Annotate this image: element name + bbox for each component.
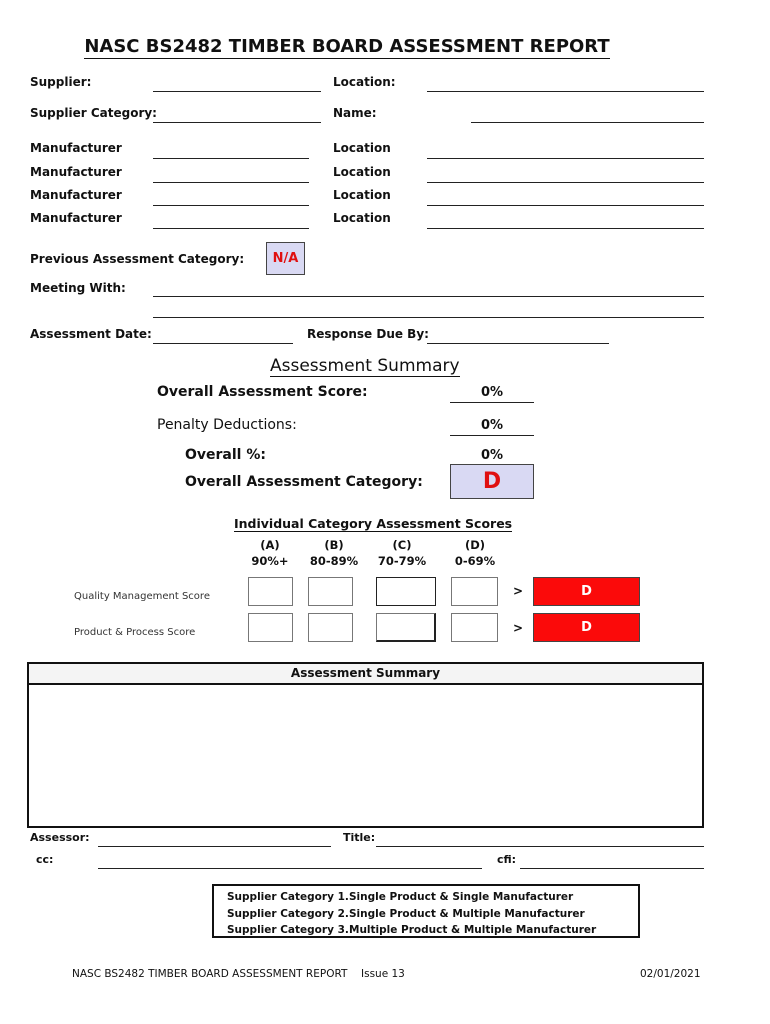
penalty-label: Penalty Deductions: — [157, 417, 297, 433]
penalty-underline — [450, 435, 534, 436]
legend-row: Supplier Category 3. Multiple Product & Multiple Manufacturer — [227, 924, 597, 936]
previous-assessment-value[interactable]: N/A — [266, 242, 305, 275]
manufacturer-location-field[interactable] — [427, 141, 704, 159]
overall-score-value: 0% — [480, 385, 504, 400]
manufacturer-label: Manufacturer — [30, 211, 122, 225]
assessor-field[interactable] — [98, 829, 331, 847]
manufacturer-location-label: Location — [333, 141, 391, 155]
overall-score-underline — [450, 402, 534, 403]
overall-category-value: D — [450, 464, 534, 499]
name-label: Name: — [333, 106, 377, 120]
column-header-c: (C) 70-79% — [377, 538, 427, 568]
quality-score-a[interactable] — [248, 577, 293, 606]
meeting-with-label: Meeting With: — [30, 281, 126, 295]
cc-field[interactable] — [98, 851, 482, 869]
cfi-label: cfi: — [497, 853, 517, 866]
response-due-field[interactable] — [427, 326, 609, 344]
manufacturer-location-field[interactable] — [427, 165, 704, 183]
product-score-d[interactable] — [451, 613, 498, 642]
manufacturer-field[interactable] — [153, 141, 309, 159]
supplier-field[interactable] — [153, 74, 321, 92]
manufacturer-location-label: Location — [333, 211, 391, 225]
assessment-date-label: Assessment Date: — [30, 327, 152, 341]
location-label: Location: — [333, 75, 396, 89]
name-field[interactable] — [471, 105, 704, 123]
assessment-summary-text-area[interactable] — [29, 685, 702, 826]
manufacturer-location-label: Location — [333, 165, 391, 179]
assessment-summary-panel-heading: Assessment Summary — [29, 664, 702, 685]
column-header-a: (A) 90%+ — [251, 538, 289, 568]
legend-row: Supplier Category 1. Single Product & Single Manufacturer — [227, 891, 574, 903]
column-header-d: (D) 0-69% — [454, 538, 496, 568]
category-scores-heading: Individual Category Assessment Scores — [234, 516, 513, 531]
manufacturer-label: Manufacturer — [30, 141, 122, 155]
cfi-field[interactable] — [520, 851, 704, 869]
response-due-label: Response Due By: — [307, 327, 429, 341]
assessor-label: Assessor: — [30, 831, 90, 844]
manufacturer-field[interactable] — [153, 188, 309, 206]
meeting-with-field-2[interactable] — [153, 300, 704, 318]
supplier-label: Supplier: — [30, 75, 92, 89]
assessment-summary-heading: Assessment Summary — [270, 356, 460, 376]
overall-category-label: Overall Assessment Category: — [185, 474, 423, 490]
location-field[interactable] — [427, 74, 704, 92]
column-header-b: (B) 80-89% — [309, 538, 359, 568]
legend-row: Supplier Category 2. Single Product & Multiple Manufacturer — [227, 907, 585, 920]
quality-result: D — [533, 577, 640, 606]
footer-date: 02/01/2021 — [640, 968, 701, 980]
quality-score-c[interactable] — [376, 577, 436, 606]
assessment-summary-panel — [27, 662, 704, 828]
product-score-a[interactable] — [248, 613, 293, 642]
supplier-category-legend — [212, 884, 640, 938]
previous-assessment-label: Previous Assessment Category: — [30, 252, 245, 266]
supplier-category-label: Supplier Category: — [30, 106, 157, 120]
manufacturer-field[interactable] — [153, 211, 309, 229]
overall-pct-label: Overall %: — [185, 447, 266, 463]
assessment-date-field[interactable] — [153, 326, 293, 344]
product-arrow: > — [513, 621, 524, 635]
footer-issue: Issue 13 — [361, 968, 405, 980]
quality-management-label: Quality Management Score — [74, 591, 210, 602]
product-score-b[interactable] — [308, 613, 353, 642]
manufacturer-location-field[interactable] — [427, 188, 704, 206]
title-field[interactable] — [376, 829, 704, 847]
report-title: NASC BS2482 TIMBER BOARD ASSESSMENT REPORT — [84, 36, 610, 57]
product-result: D — [533, 613, 640, 642]
product-process-label: Product & Process Score — [74, 627, 196, 638]
title-label: Title: — [343, 831, 376, 844]
manufacturer-location-field[interactable] — [427, 211, 704, 229]
product-score-c[interactable] — [376, 613, 436, 642]
manufacturer-location-label: Location — [333, 188, 391, 202]
overall-pct-value: 0% — [480, 448, 504, 463]
supplier-category-field[interactable] — [153, 105, 321, 123]
quality-arrow: > — [513, 584, 524, 598]
manufacturer-label: Manufacturer — [30, 188, 122, 202]
manufacturer-field[interactable] — [153, 165, 309, 183]
quality-score-d[interactable] — [451, 577, 498, 606]
manufacturer-label: Manufacturer — [30, 165, 122, 179]
meeting-with-field[interactable] — [153, 279, 704, 297]
footer-doc-name: NASC BS2482 TIMBER BOARD ASSESSMENT REPORT — [72, 968, 348, 980]
overall-score-label: Overall Assessment Score: — [157, 384, 368, 400]
quality-score-b[interactable] — [308, 577, 353, 606]
penalty-value: 0% — [480, 418, 504, 433]
cc-label: cc: — [36, 853, 54, 866]
